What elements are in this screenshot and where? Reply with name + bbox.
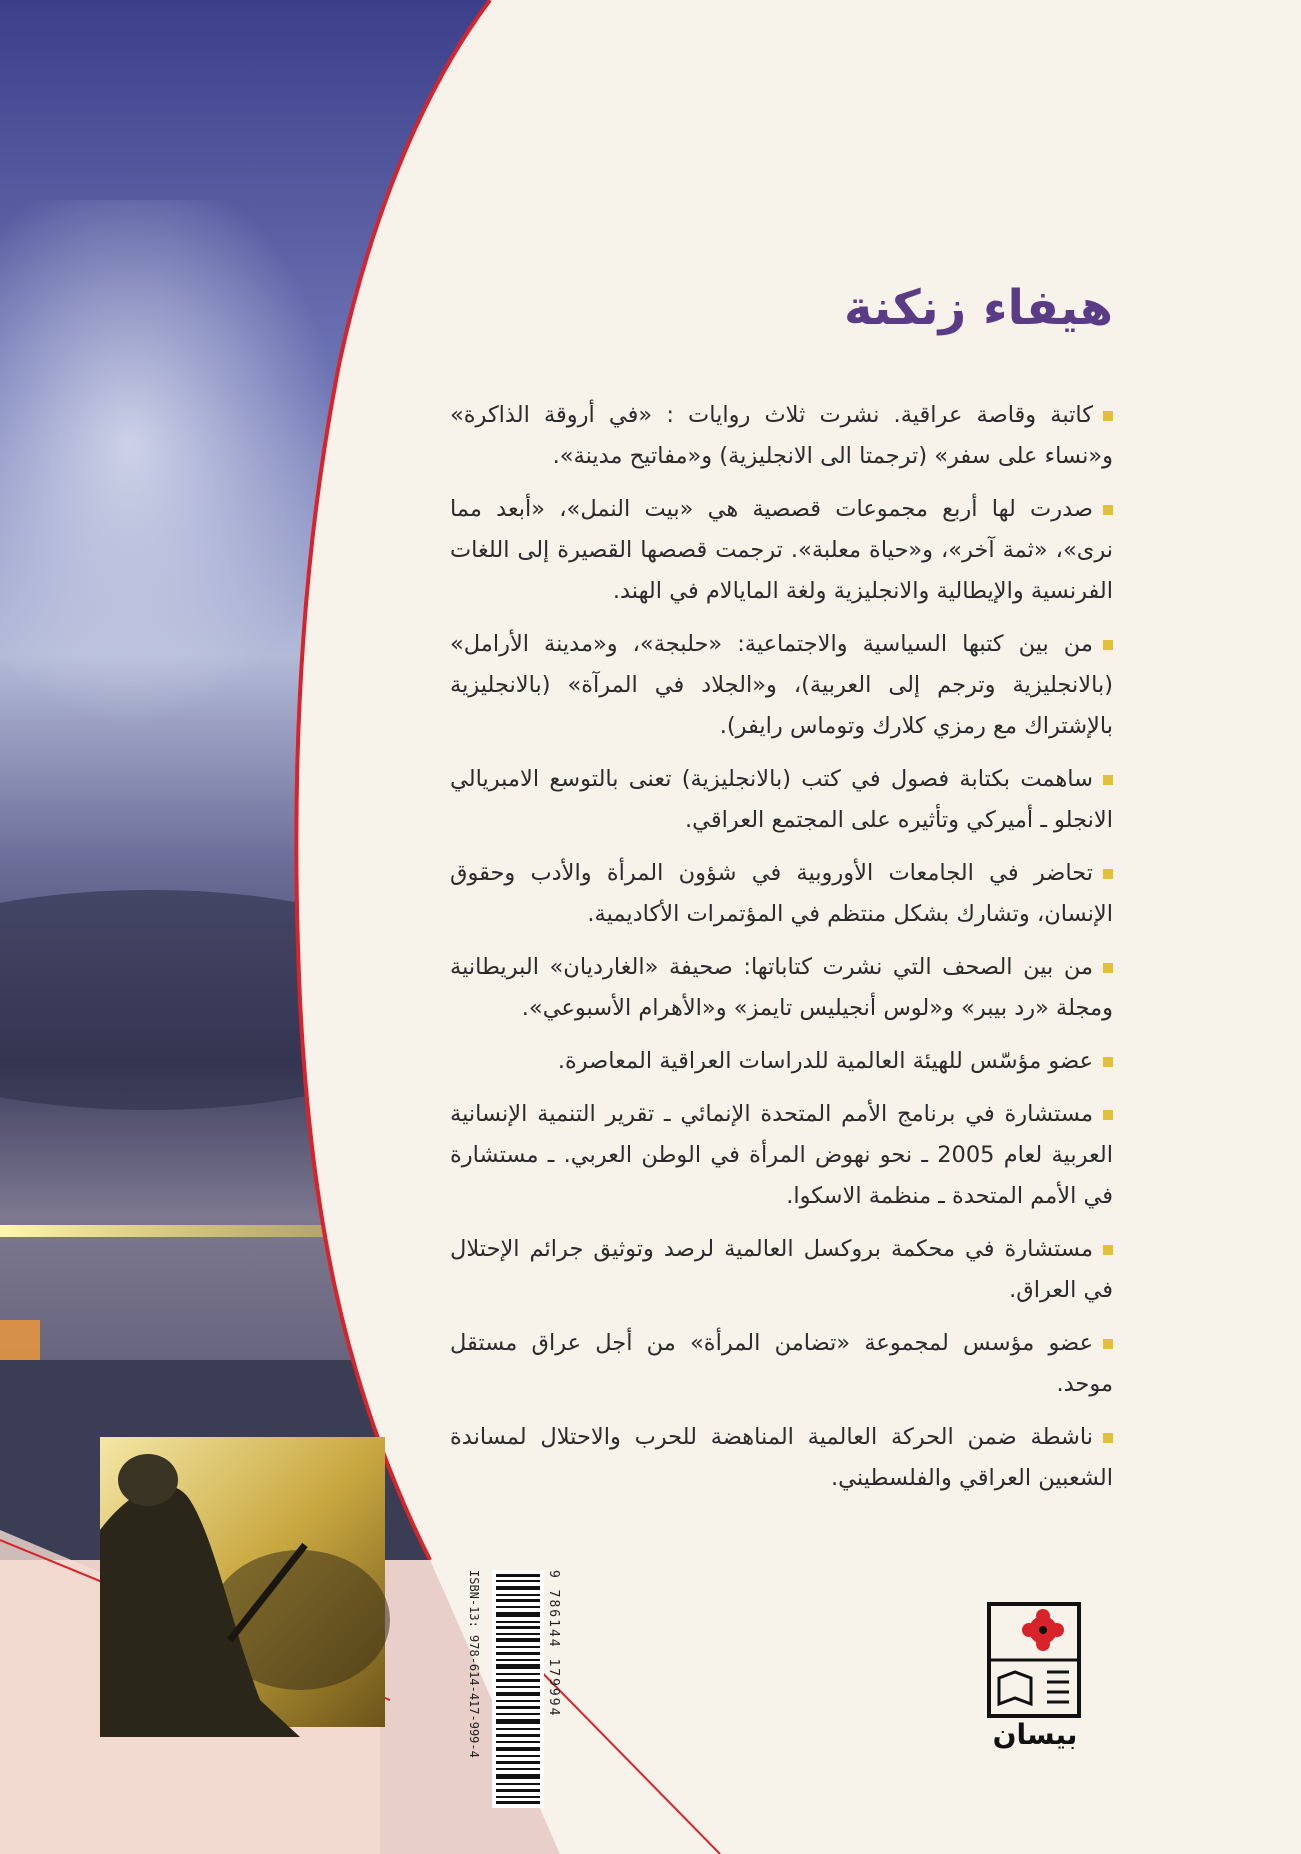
bio-text: صدرت لها أربع مجموعات قصصية هي «بيت النمل»، «أبعد مما نرى»، «ثمة آخر»، و«حياة معلبة». ترجمت قصصها القصيرة إلى اللغات الفرنسية والإيطالية والانجليزية ولغة المايالام في الهند. [450,496,1113,604]
bio-text: من بين كتبها السياسية والاجتماعية: «حلبجة»، و«مدينة الأرامل» (بالانجليزية وترجم إلى العربية)، و«الجلاد في المرآة» (بالانجليزية بالإشتراك مع رمزي كلارك وتوماس رايفر). [450,631,1113,739]
author-name: هيفاء زنكنة [844,280,1113,336]
bullet-icon [1103,963,1113,973]
publisher-name: بيسان [992,1718,1078,1751]
soldier-photo [100,1437,390,1737]
isbn-digits [545,1570,565,1808]
bullet-icon [1103,1339,1113,1349]
bullet-icon [1103,411,1113,421]
bio-item [450,1417,1113,1499]
bullet-icon [1103,505,1113,515]
isbn-digits-text: 9 786144 179994 [546,1570,561,1718]
bio-text: عضو مؤسّس للهيئة العالمية للدراسات العراقية المعاصرة. [557,1048,1093,1074]
bullet-icon [1103,1245,1113,1255]
bio-item [450,1094,1113,1217]
bio-item [450,947,1113,1029]
bio-text: عضو مؤسس لمجموعة «تضامن المرأة» من أجل عراق مستقل موحد. [450,1330,1113,1397]
bio-text: مستشارة في محكمة بروكسل العالمية لرصد وتوثيق جرائم الإحتلال في العراق. [450,1236,1113,1303]
bullet-icon [1103,869,1113,879]
bio-item [450,489,1113,612]
bio-item [450,1323,1113,1405]
bio-item [450,853,1113,935]
bio-item [450,759,1113,841]
isbn-label-text: ISBN-13: 978-614-417-999-4 [467,1570,481,1758]
barcode [492,1570,544,1808]
bullet-icon [1103,640,1113,650]
bio-text: ناشطة ضمن الحركة العالمية المناهضة للحرب والاحتلال لمساندة الشعبين العراقي والفلسطيني. [450,1424,1113,1491]
bio-text: ساهمت بكتابة فصول في كتب (بالانجليزية) تعنى بالتوسع الامبريالي الانجلو ـ أميركي وتأثيره على المجتمع العراقي. [450,766,1113,833]
bio-text: تحاضر في الجامعات الأوروبية في شؤون المرأة والأدب وحقوق الإنسان، وتشارك بشكل منتظم في المؤتمرات الأكاديمية. [450,860,1113,927]
bullet-icon [1103,775,1113,785]
isbn-label [465,1570,487,1808]
bio-item [450,1041,1113,1082]
bio-text: مستشارة في برنامج الأمم المتحدة الإنمائي ـ تقرير التنمية الإنسانية العربية لعام 2005 ـ نحو نهوض المرأة في الوطن العربي. ـ مستشارة في الأمم المتحدة ـ منظمة الاسكوا. [450,1101,1113,1209]
bio-text: من بين الصحف التي نشرت كتاباتها: صحيفة «الغارديان» البريطانية ومجلة «رد بيبر» و«لوس أنجيليس تايمز» و«الأهرام الأسبوعي». [450,954,1113,1021]
author-bio [450,395,1113,1511]
bio-item [450,624,1113,747]
bullet-icon [1103,1433,1113,1443]
bio-item [450,1229,1113,1311]
bullet-icon [1103,1110,1113,1120]
bio-text: كاتبة وقاصة عراقية. نشرت ثلاث روايات : «في أروقة الذاكرة» و«نساء على سفر» (ترجمتا الى الانجليزية) و«مفاتيح مدينة». [450,402,1113,469]
bullet-icon [1103,1057,1113,1067]
bio-item [450,395,1113,477]
